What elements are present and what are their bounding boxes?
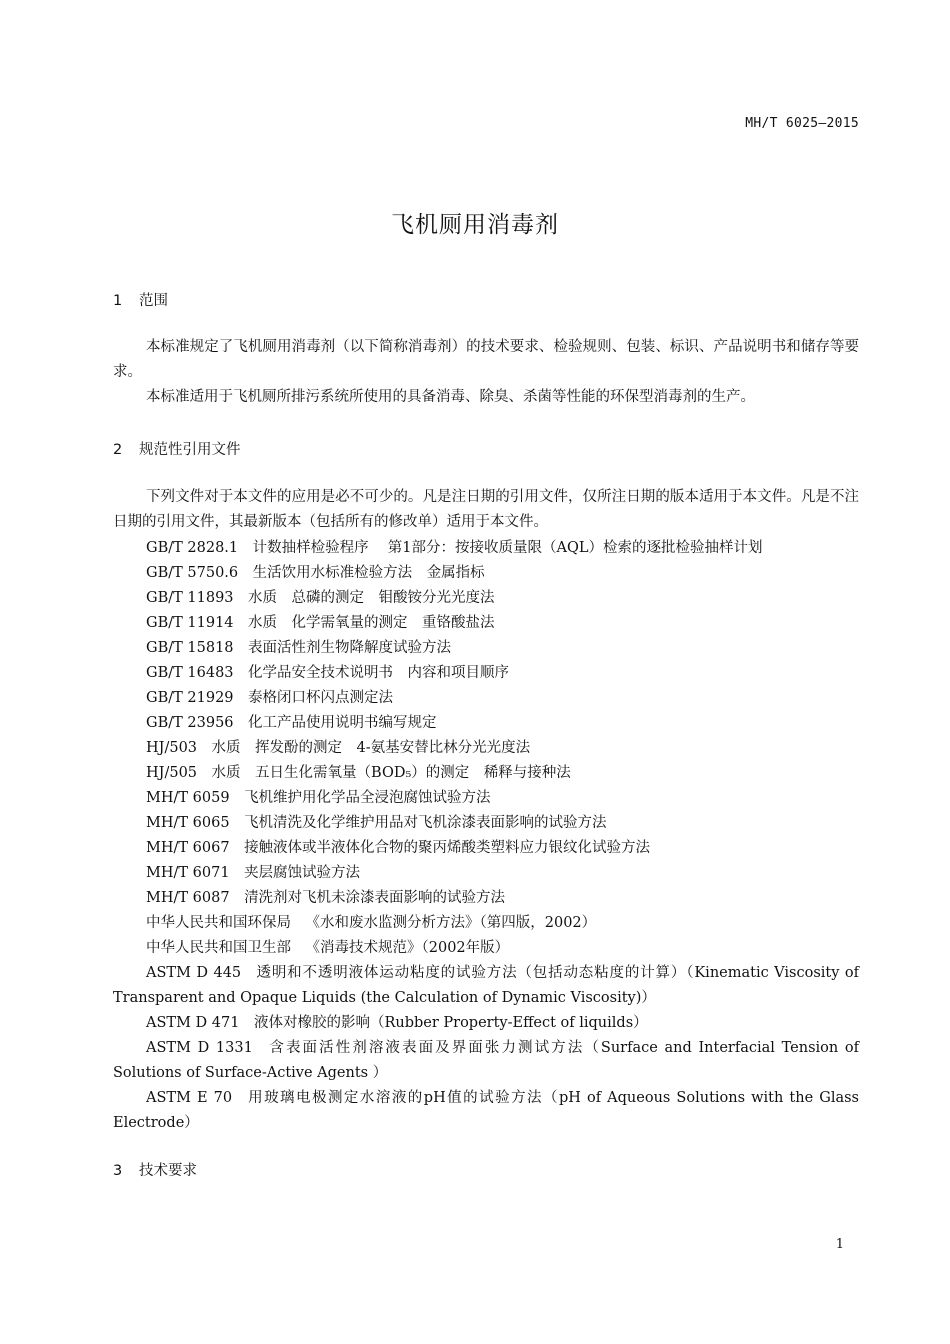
section-title: 范围 [139, 293, 168, 309]
reference-item [113, 686, 859, 711]
reference-title: 飞机维护用化学品全浸泡腐蚀试验方法 [244, 790, 491, 806]
reference-title: 清洗剂对飞机未涂漆表面影响的试验方法 [244, 890, 506, 906]
reference-title: 夹层腐蚀试验方法 [244, 865, 361, 881]
section-heading-normative-references [113, 438, 241, 459]
reference-item [113, 836, 859, 861]
standard-id: MH/T 6025—2015 [745, 116, 859, 131]
reference-title: 计数抽样检验程序 第1部分：按接收质量限（AQL）检索的逐批检验抽样计划 [252, 540, 763, 556]
reference-code: ASTM E 70 [146, 1090, 233, 1106]
reference-code: GB/T 21929 [146, 690, 234, 706]
reference-code: GB/T 5750.6 [146, 565, 239, 581]
reference-code: GB/T 16483 [146, 665, 234, 681]
reference-title: 化学品安全技术说明书 内容和项目顺序 [248, 665, 510, 681]
reference-title: 水质 五日生化需氧量（BOD₅）的测定 稀释与接种法 [211, 765, 571, 781]
reference-title: 水质 化学需氧量的测定 重铬酸盐法 [248, 615, 495, 631]
reference-code: GB/T 2828.1 [146, 540, 239, 556]
reference-code: MH/T 6087 [146, 890, 230, 906]
reference-title: 《消毒技术规范》（2002年版） [305, 940, 510, 956]
reference-code: HJ/505 [146, 765, 198, 781]
reference-item [113, 561, 859, 586]
reference-code: ASTM D 1331 [146, 1040, 253, 1056]
reference-item [113, 611, 859, 636]
scope-paragraph-1: 本标准规定了飞机厕用消毒剂（以下简称消毒剂）的技术要求、检验规则、包装、标识、产品说明书和储存等要求。 [113, 339, 859, 380]
reference-code: MH/T 6059 [146, 790, 230, 806]
section-title: 技术要求 [139, 1163, 197, 1179]
reference-item [113, 761, 859, 786]
reference-title: 水质 挥发酚的测定 4-氨基安替比林分光光度法 [211, 740, 531, 756]
reference-code: MH/T 6065 [146, 815, 230, 831]
section-heading-scope [113, 289, 168, 310]
reference-code: HJ/503 [146, 740, 198, 756]
section-number: 1 [113, 293, 123, 309]
reference-list [113, 536, 859, 1136]
reference-code: 中华人民共和国环保局 [146, 915, 291, 931]
reference-item [113, 636, 859, 661]
scope-paragraph-2: 本标准适用于飞机厕所排污系统所使用的具备消毒、除臭、杀菌等性能的环保型消毒剂的生产。 [146, 389, 755, 405]
reference-code: GB/T 23956 [146, 715, 234, 731]
reference-title: 表面活性剂生物降解度试验方法 [248, 640, 452, 656]
reference-code: MH/T 6071 [146, 865, 230, 881]
reference-title: 泰格闭口杯闪点测定法 [248, 690, 394, 706]
section-number: 3 [113, 1163, 123, 1179]
section-heading-technical-requirements [113, 1159, 197, 1180]
reference-title: 飞机清洗及化学维护用品对飞机涂漆表面影响的试验方法 [244, 815, 607, 831]
reference-item [113, 711, 859, 736]
section-title: 规范性引用文件 [139, 442, 241, 458]
reference-item [113, 661, 859, 686]
reference-title: 透明和不透明液体运动粘度的试验方法（包括动态粘度的计算）（Kinematic Viscosity of Transparent and Opaque Liquids (the Calculation of Dynamic Viscosity)） [113, 965, 859, 1006]
reference-code: 中华人民共和国卫生部 [146, 940, 291, 956]
normative-intro-paragraph: 下列文件对于本文件的应用是必不可少的。凡是注日期的引用文件，仅所注日期的版本适用于本文件。凡是不注日期的引用文件，其最新版本（包括所有的修改单）适用于本文件。 [113, 489, 859, 530]
reference-title: 《水和废水监测分析方法》（第四版，2002） [305, 915, 597, 931]
reference-title: 化工产品使用说明书编写规定 [248, 715, 437, 731]
reference-code: ASTM D 445 [146, 965, 242, 981]
section-number: 2 [113, 442, 123, 458]
document-title: 飞机厕用消毒剂 [391, 212, 559, 238]
reference-item [113, 536, 859, 561]
reference-item [113, 911, 859, 936]
reference-code: GB/T 11914 [146, 615, 234, 631]
reference-item [113, 861, 859, 886]
reference-title: 用玻璃电极测定水溶液的pH值的试验方法（pH of Aqueous Solutions with the Glass Electrode） [113, 1090, 859, 1131]
reference-code: MH/T 6067 [146, 840, 230, 856]
reference-item [113, 936, 859, 961]
reference-title: 生活饮用水标准检验方法 金属指标 [252, 565, 485, 581]
reference-item [113, 1011, 859, 1036]
reference-item [113, 586, 859, 611]
reference-title: 水质 总磷的测定 钼酸铵分光光度法 [248, 590, 495, 606]
reference-title: 含表面活性剂溶液表面及界面张力测试方法（Surface and Interfacial Tension of Solutions of Surface-Active Agents ） [113, 1040, 859, 1081]
reference-title: 接触液体或半液体化合物的聚丙烯酸类塑料应力银纹化试验方法 [244, 840, 651, 856]
reference-item [113, 811, 859, 836]
reference-item [113, 886, 859, 911]
reference-title: 液体对橡胶的影响（Rubber Property-Effect of liquilds） [253, 1015, 648, 1031]
reference-item [113, 961, 859, 1011]
reference-item [113, 1086, 859, 1136]
reference-item [113, 786, 859, 811]
reference-code: GB/T 15818 [146, 640, 234, 656]
reference-code: GB/T 11893 [146, 590, 234, 606]
reference-item [113, 1036, 859, 1086]
reference-code: ASTM D 471 [146, 1015, 240, 1031]
reference-item [113, 736, 859, 761]
page-number: 1 [835, 1237, 844, 1252]
